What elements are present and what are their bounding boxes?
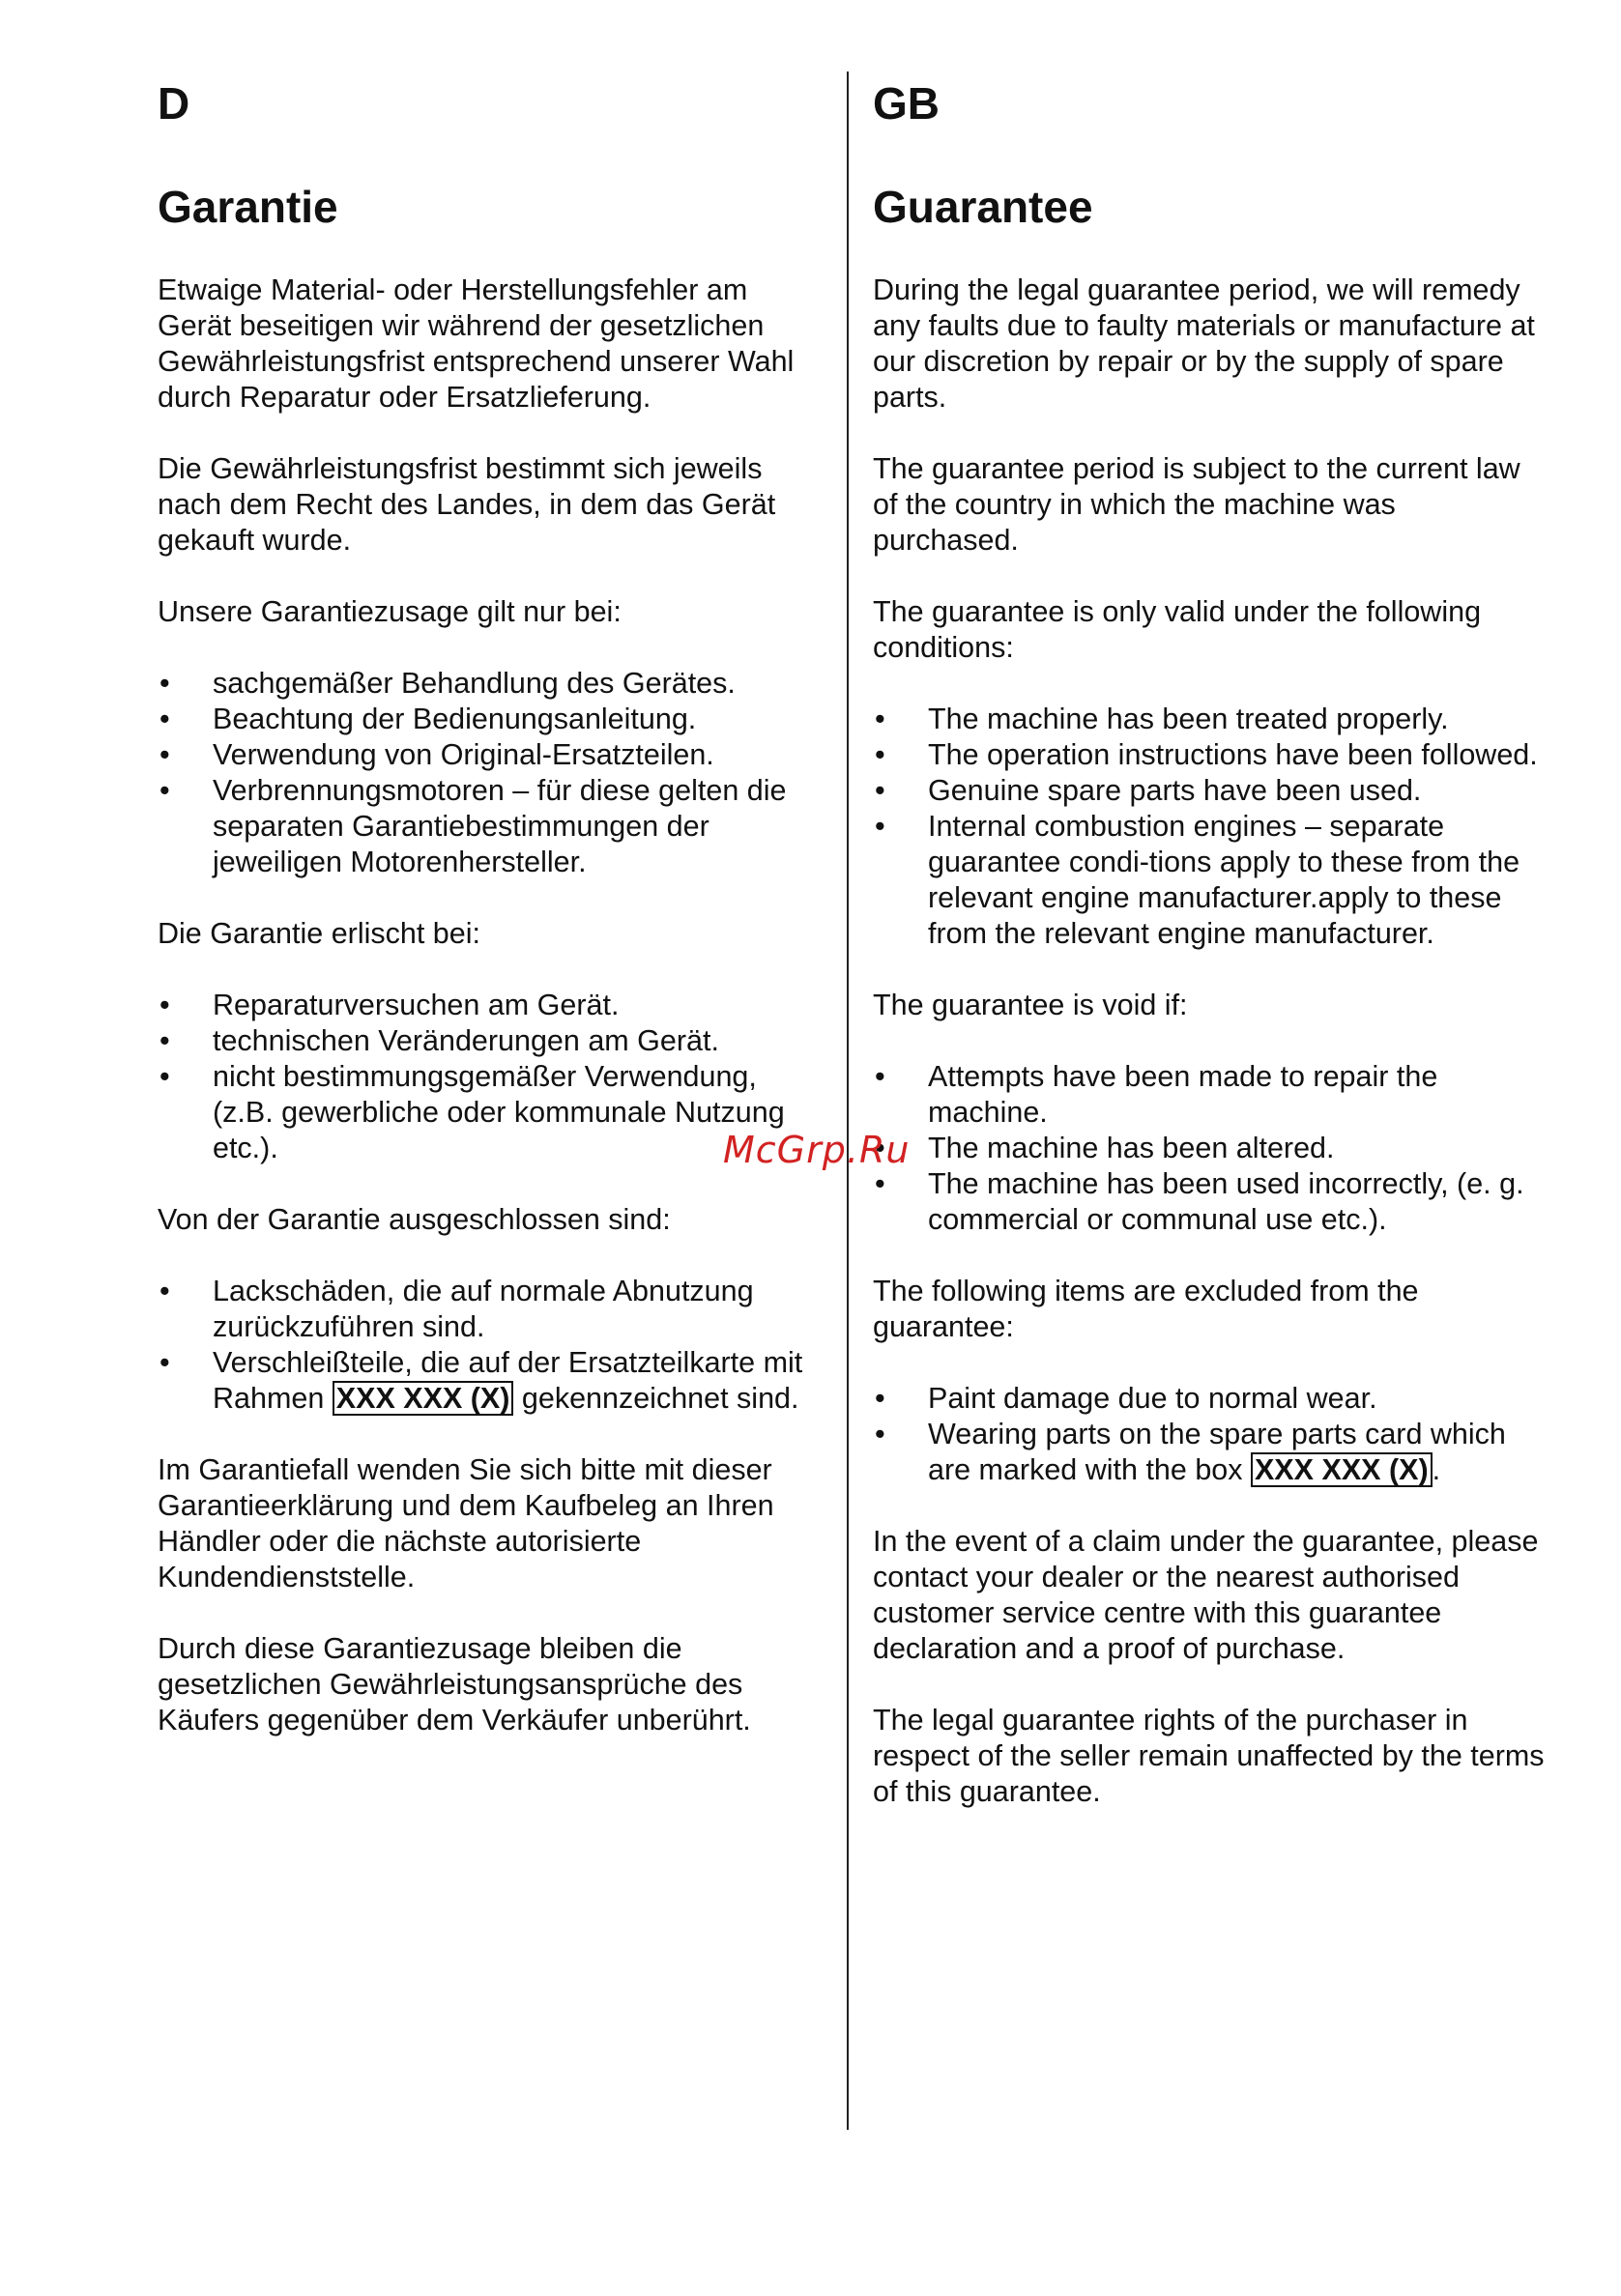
- paragraph-1-gb: During the legal guarantee period, we will remedy any faults due to faulty materials or manufacture at our discretion by repair or by the supply of spare parts.: [873, 273, 1535, 415]
- paragraph-4-de: Die Garantie erlischt bei:: [158, 917, 480, 951]
- conditions-list-gb: [873, 702, 1549, 952]
- paragraph-3-de: Unsere Garantiezusage gilt nur bei:: [158, 595, 622, 629]
- list-item: • The operation instructions have been followed.: [873, 737, 1549, 773]
- list-item: • The machine has been altered.: [873, 1131, 1549, 1166]
- watermark-logo: McGrp.Ru: [723, 1129, 911, 1171]
- excluded-list-gb: [873, 1381, 1549, 1488]
- list-item: • Lackschäden, die auf normale Abnutzung zurückzuführen sind.: [158, 1274, 825, 1345]
- list-item: • The machine has been used incorrectly, (e. g. commercial or communal use etc.).: [873, 1166, 1549, 1238]
- language-code-gb: GB: [873, 78, 940, 129]
- column-divider: [847, 72, 849, 2130]
- paragraph-1-de: Etwaige Material- oder Herstellungsfehler am Gerät beseitigen wir während der gesetzlichen Gewährleistungsfrist entsprechend unserer Wahl durch Reparatur oder Ersatzlieferung.: [158, 273, 795, 415]
- conditions-list-de: [158, 666, 825, 880]
- paragraph-3-gb: The guarantee is only valid under the following conditions:: [873, 595, 1482, 665]
- list-item: • Verbrennungsmotoren – für diese gelten die separaten Garantiebestimmungen der jeweiligen Motorenhersteller.: [158, 773, 825, 880]
- list-item: • Verwendung von Original-Ersatzteilen.: [158, 737, 825, 773]
- list-item: • Beachtung der Bedienungsanleitung.: [158, 702, 825, 737]
- paragraph-5-gb: The following items are excluded from the guarantee:: [873, 1275, 1419, 1344]
- list-item: • Verschleißteile, die auf der Ersatzteilkarte mit Rahmen XXX XXX (X) gekennzeichnet sind.: [158, 1345, 825, 1417]
- english-column: [873, 68, 1549, 1810]
- list-item: • Paint damage due to normal wear.: [873, 1381, 1549, 1417]
- list-item: • Reparaturversuchen am Gerät.: [158, 988, 825, 1023]
- list-item: • Attempts have been made to repair the machine.: [873, 1059, 1549, 1131]
- paragraph-6-gb: In the event of a claim under the guarantee, please contact your dealer or the nearest authorised customer service centre with this guarantee declaration and a proof of purchase.: [873, 1525, 1539, 1666]
- paragraph-7-gb: The legal guarantee rights of the purchaser in respect of the seller remain unaffected by the terms of this guarantee.: [873, 1704, 1545, 1809]
- part-code-box: XXX XXX (X): [333, 1381, 514, 1416]
- list-item: • The machine has been treated properly.: [873, 702, 1549, 737]
- paragraph-6-de: Im Garantiefall wenden Sie sich bitte mit dieser Garantieerklärung und dem Kaufbeleg an Ihren Händler oder die nächste autorisierte Kundendienststelle.: [158, 1453, 774, 1594]
- paragraph-2-gb: The guarantee period is subject to the current law of the country in which the machine was purchased.: [873, 452, 1520, 558]
- list-item: • Wearing parts on the spare parts card which are marked with the box XXX XXX (X) .: [873, 1417, 1549, 1488]
- german-column: [158, 68, 825, 1738]
- excluded-list-de: [158, 1274, 825, 1417]
- void-list-gb: [873, 1059, 1549, 1238]
- paragraph-2-de: Die Gewährleistungsfrist bestimmt sich jeweils nach dem Recht des Landes, in dem das Gerät gekauft wurde.: [158, 452, 776, 558]
- language-code-de: D: [158, 78, 190, 129]
- paragraph-5-de: Von der Garantie ausgeschlossen sind:: [158, 1203, 671, 1237]
- paragraph-4-gb: The guarantee is void if:: [873, 989, 1188, 1022]
- section-title-de: Garantie: [158, 182, 338, 233]
- part-code-box: XXX XXX (X): [1251, 1452, 1433, 1487]
- list-item: • Internal combustion engines – separate guarantee condi-tions apply to these from the relevant engine manufacturer.apply to these from the relevant engine manufacturer.: [873, 809, 1549, 952]
- list-item: • nicht bestimmungsgemäßer Verwendung, (z.B. gewerbliche oder kommunale Nutzung etc.).: [158, 1059, 825, 1166]
- section-title-gb: Guarantee: [873, 182, 1093, 233]
- list-item: • technischen Veränderungen am Gerät.: [158, 1023, 825, 1059]
- list-item: • sachgemäßer Behandlung des Gerätes.: [158, 666, 825, 702]
- paragraph-7-de: Durch diese Garantiezusage bleiben die gesetzlichen Gewährleistungsansprüche des Käufers gegenüber dem Verkäufer unberührt.: [158, 1632, 751, 1737]
- list-item: • Genuine spare parts have been used.: [873, 773, 1549, 809]
